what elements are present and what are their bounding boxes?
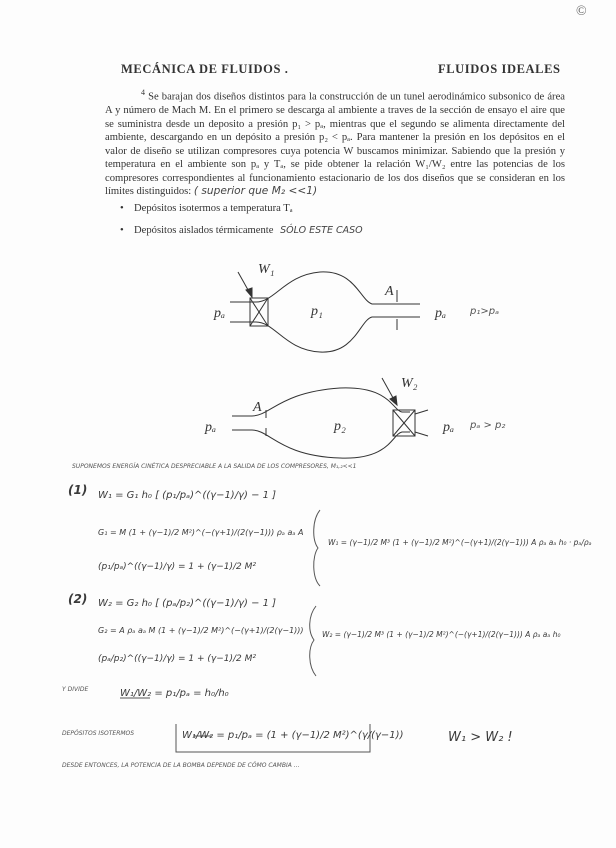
final-note: DESDE ENTONCES, LA POTENCIA DE LA BOMBA DEPENDE DE CÓMO CAMBIA ... [62,762,300,769]
case1-eq2: G₁ = M (1 + (γ−1)/2 M²)^(−(γ+1)/(2(γ−1))) ρₐ aₐ A [98,528,304,537]
case2-eq2: G₂ = A ρₐ aₐ M (1 + (γ−1)/2 M²)^(−(γ+1)/(2(γ−1))) [98,626,304,635]
case1-result: W₁ = (γ−1)/2 M³ (1 + (γ−1)/2 M²)^(−(γ+1)/(2(γ−1))) A ρₐ aₐ h₀ · pₐ/ρₐ [328,538,592,547]
diagram2-pa-right: pₐ [443,420,455,435]
diagram1-pa-left: pₐ [214,306,226,321]
bullet-text: Depósitos aislados térmicamente [134,225,274,236]
diagram1-pa-right: pₐ [435,306,447,321]
diagram2-note: pₐ > p₂ [470,420,506,431]
bullet-isotherm: • Depósitos isotermos a temperatura Tₐ [120,203,293,214]
case1-eq1: W₁ = G₁ h₀ [ (p₁/pₐ)^((γ−1)/γ) − 1 ] [98,490,277,501]
problem-text: Se barajan dos diseños distintos para la construcción de un tunel aerodinámico subsonico de área A y número de Mach M. En el primero se descarga al ambiente a traves de la sección de ensayo el aire que se suministra desde un deposito a presión p₁ > pₐ, mientras que el segundo se alimenta directamente del ambiente, descargando en un depósito a presión p₂ < pₐ. Para mantener la presión en los depósitos en el valor de diseño se utilizan compresores cuya potencia W buscamos minimizar. Sabiendo que la presión y temperatura en el ambiente son pₐ y Tₐ, se pide obtener la relación W₁/W₂ entre las potencias de los compresores correspondientes al funcionamiento estacionario de los dos diseños que se consideran en los límites distinguidos: [105,91,565,198]
diagram1-p-inner: p₁ [311,304,323,319]
problem-handwritten-note: ( superior que M₂ <<1) [193,185,318,198]
diagram2-a-label: A [253,400,262,415]
header-left: MECÁNICA DE FLUIDOS . [121,62,289,76]
case2-result: W₂ = (γ−1)/2 M³ (1 + (γ−1)/2 M²)^(−(γ+1)/(2(γ−1))) A ρₐ aₐ h₀ [322,630,561,639]
ratio-eq: W₁/W₂ = p₁/pₐ = h₀/h₀ [120,688,229,699]
solution-intro: SUPONEMOS ENERGÍA CINÉTICA DESPRECIABLE A LA SALIDA DE LOS COMPRESORES, M₁,₂<<1 [72,463,357,470]
case2-eq3: (pₐ/p₂)^((γ−1)/γ) = 1 + (γ−1)/2 M² [98,654,257,664]
problem-number: 4 [141,88,145,97]
page-mark: © [576,4,587,19]
case1-eq3: (p₁/pₐ)^((γ−1)/γ) = 1 + (γ−1)/2 M² [98,562,257,572]
diagram2-w-label: W₂ [401,376,418,391]
bullet-handwritten-note: SÓLO ESTE CASO [280,225,363,236]
diagram1-note: p₁>pₐ [470,306,499,317]
isotherm-label: DEPÓSITOS ISOTERMOS [62,730,135,737]
diagram2-pa-left: pₐ [205,420,217,435]
isotherm-eq: W₁/W₂ = p₁/pₐ = (1 + (γ−1)/2 M²)^(γ/(γ−1)) [182,730,404,741]
compare-result: W₁ > W₂ ! [448,730,513,745]
case2-marker: (2) [68,592,88,606]
case2-eq1: W₂ = G₂ h₀ [ (pₐ/p₂)^((γ−1)/γ) − 1 ] [98,598,277,609]
header-right: FLUIDOS IDEALES [438,62,561,76]
diagram1-w-label: W₁ [258,262,275,277]
diagram1-a-label: A [385,284,394,299]
bullet-text: Depósitos isotermos a temperatura Tₐ [134,203,293,214]
diagram2-tank [232,378,428,458]
diagram2-p-inner: p₂ [334,419,346,434]
ratio-label: Y DIVIDE [62,686,89,693]
case1-marker: (1) [68,483,88,497]
bullet-adiabatic: • Depósitos aislados térmicamente SÓLO ESTE CASO [120,225,363,236]
